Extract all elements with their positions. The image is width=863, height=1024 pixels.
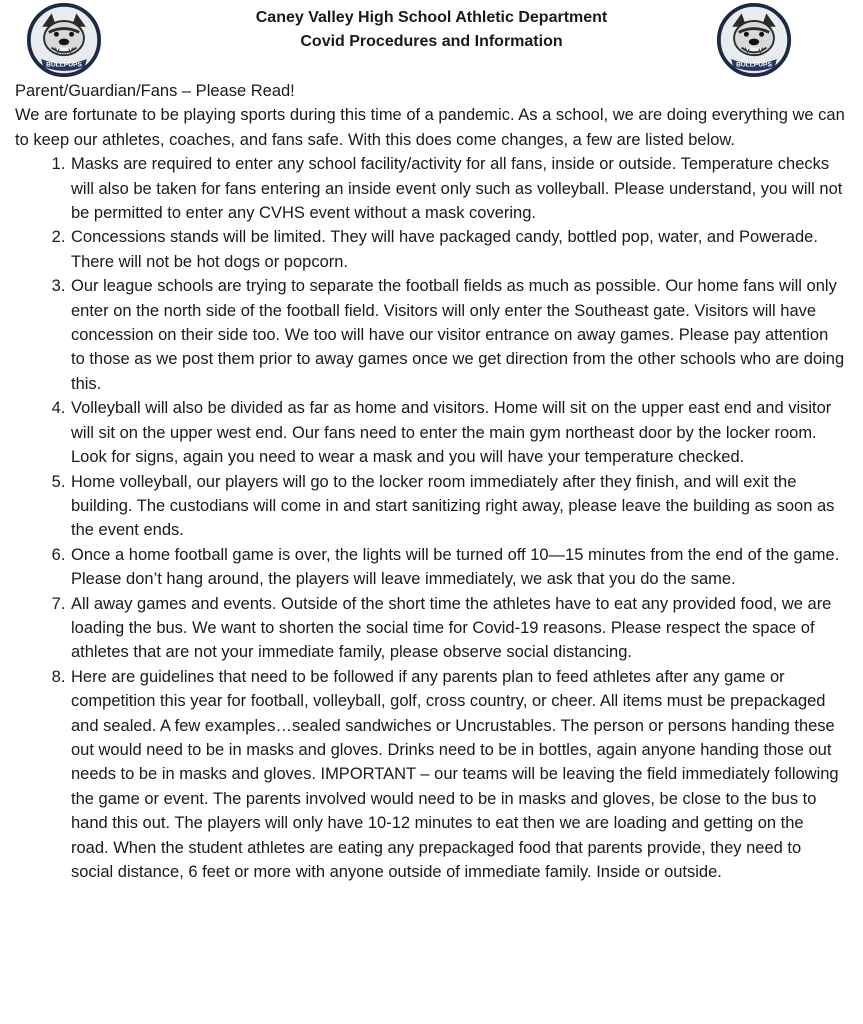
list-item: 7. All away games and events. Outside of the short time the athletes have to eat any provided food, we are loading the bus. We want to shorten the social time for Covid-19 reasons. Please respect the space of athletes that are not your immediate family, please observe social distancing. [70, 592, 845, 665]
list-item: 3. Our league schools are trying to separate the football fields as much as possible. Our home fans will only enter on the north side of the football field. Visitors will only enter the Southeast gate. Visitors will have concession on their side too. We too will have our visitor entrance on away games. Please pay attention to those as we post them prior to away games once we get direction from the other schools who are doing this. [70, 274, 845, 396]
list-item: 5. Home volleyball, our players will go to the locker room immediately after they finish, and will exit the building. The custodians will come in and start sanitizing right away, please leave the building as soon as the event ends. [70, 470, 845, 543]
document-title: Caney Valley High School Athletic Department [255, 9, 608, 26]
intro-paragraph: We are fortunate to be playing sports during this time of a pandemic. As a school, we are doing everything we can to keep our athletes, coaches, and fans safe. With this does come changes, a few are listed below. [15, 106, 845, 149]
document-subtitle: Covid Procedures and Information [300, 33, 563, 50]
document-body [15, 79, 845, 884]
list-item: 4. Volleyball will also be divided as far as home and visitors. Home will sit on the upper east end and visitor will sit on the upper west end. Our fans need to enter the main gym northeast door by the locker room. Look for signs, again you need to wear a mask and you will have your temperature checked. [70, 396, 845, 469]
list-item: 2. Concessions stands will be limited. They will have packaged candy, bottled pop, water, and Powerade. There will not be hot dogs or popcorn. [70, 225, 845, 274]
logo-banner-text: BULLPUPS [46, 61, 82, 69]
list-item: 6. Once a home football game is over, the lights will be turned off 10—15 minutes from the end of the game. Please don’t hang around, the players will leave immediately, we ask that you do the same. [70, 543, 845, 592]
document-header [0, 6, 863, 54]
list-item: 1. Masks are required to enter any school facility/activity for all fans, inside or outside. Temperature checks will also be taken for fans entering an inside event only such as volleyball. Please understand, you will not be permitted to enter any CVHS event without a mask covering. [70, 152, 845, 225]
procedures-list [15, 152, 845, 884]
list-item: 8. Here are guidelines that need to be followed if any parents plan to feed athletes after any game or competition this year for football, volleyball, golf, cross country, or cheer. All items must be prepackaged and sealed. A few examples…sealed sandwiches or Uncrustables. The person or persons handing these out would need to be in masks and gloves. Drinks need to be in bottles, again anyone handing those out needs to be in masks and gloves. IMPORTANT – our teams will be leaving the field immediately following the game or event. The parents involved would need to be in masks and gloves, be close to the bus to hand this out. The players will only have 10-12 minutes to eat then we are loading and getting on the road. When the student athletes are eating any prepackaged food that parents provide, they need to social distance, 6 feet or more with anyone outside of immediate family. Inside or outside. [70, 665, 845, 885]
salutation: Parent/Guardian/Fans – Please Read! [15, 82, 295, 100]
logo-banner-text: BULLPUPS [736, 61, 772, 69]
